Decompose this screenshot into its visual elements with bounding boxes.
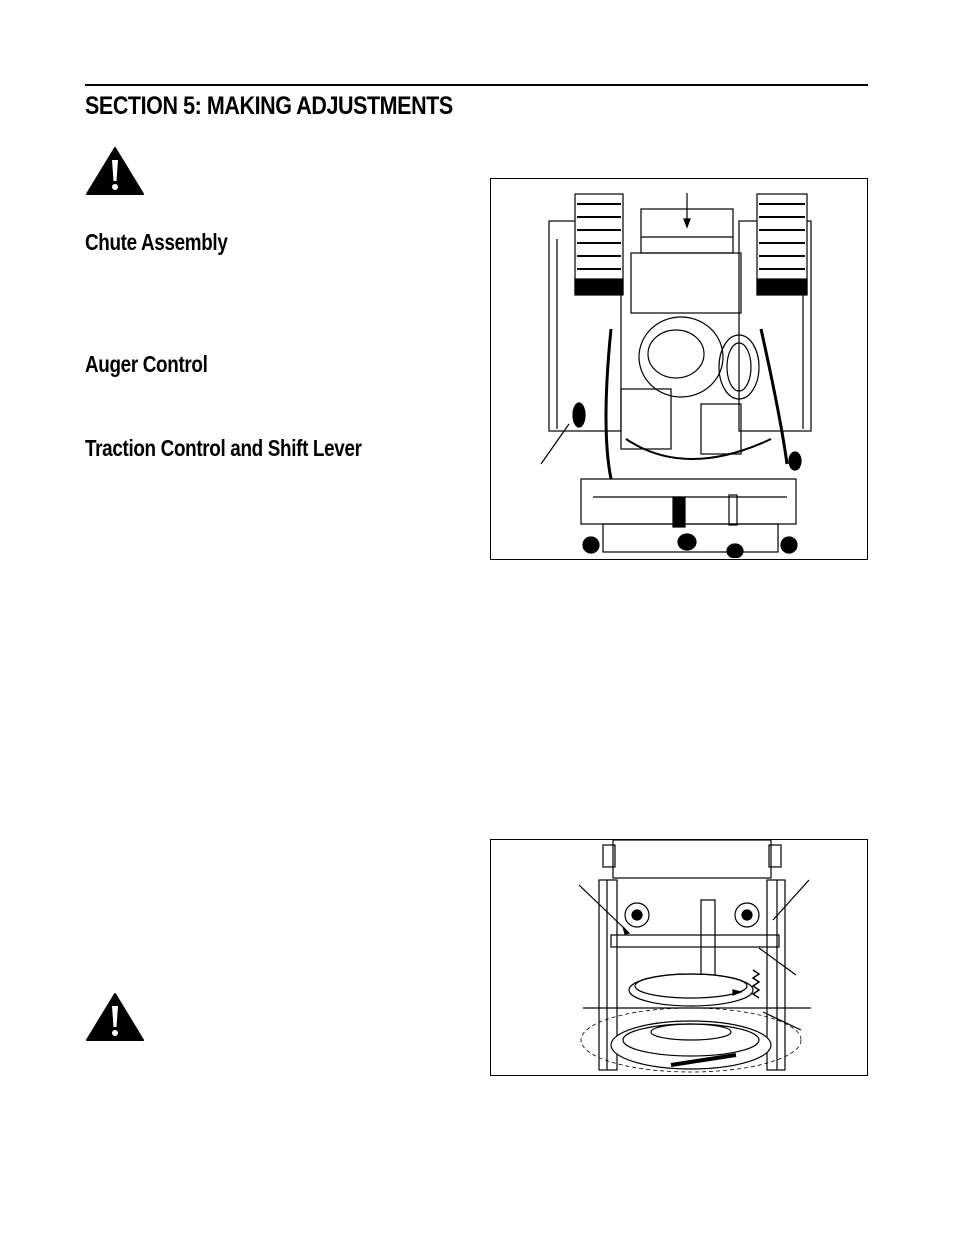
figure-rear-view (490, 178, 868, 560)
warning-triangle-icon (85, 146, 145, 196)
warning-triangle-icon (85, 992, 145, 1042)
heading-chute-assembly: Chute Assembly (85, 229, 228, 255)
section-rule (85, 84, 868, 86)
figure-drive-pulley (490, 839, 868, 1076)
drive-pulley-belt-diagram (491, 840, 866, 1074)
section-title: SECTION 5: MAKING ADJUSTMENTS (85, 92, 453, 120)
heading-traction-control: Traction Control and Shift Lever (85, 435, 362, 461)
heading-auger-control: Auger Control (85, 351, 208, 377)
snow-thrower-rear-view-diagram (491, 179, 866, 558)
